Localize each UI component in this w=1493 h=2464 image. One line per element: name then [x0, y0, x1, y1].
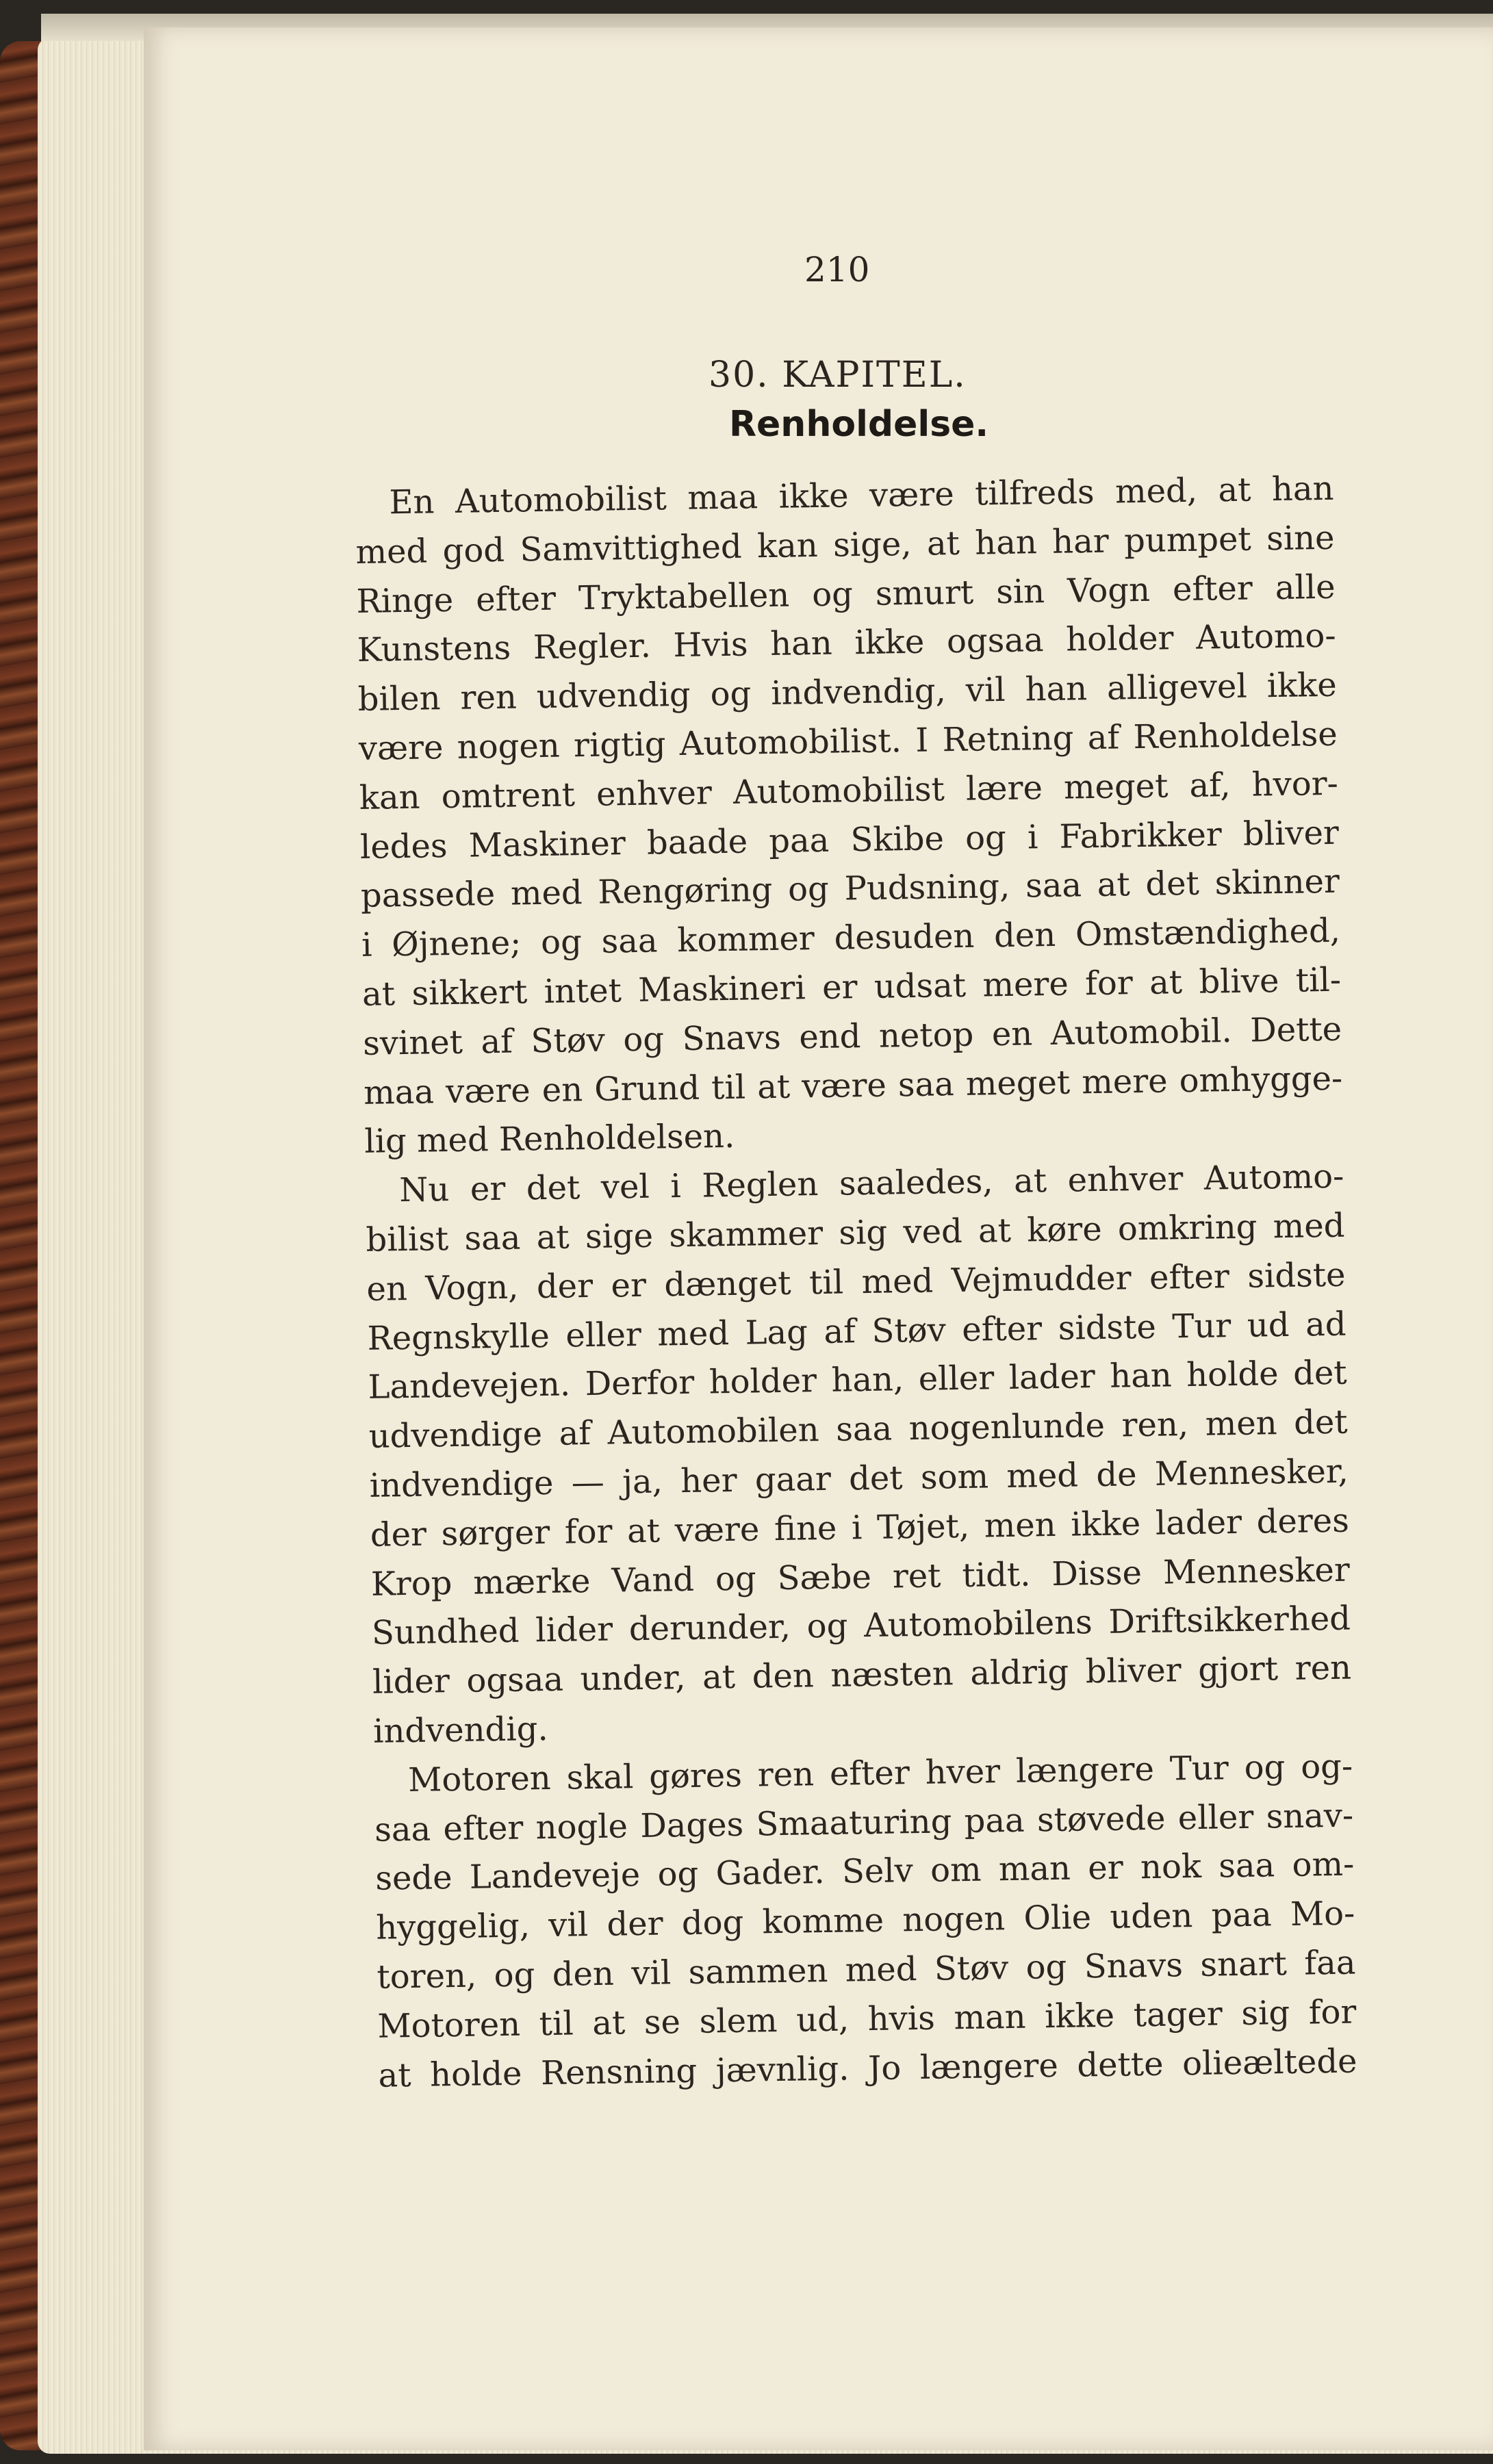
text-line: passede med Rengøring og Pudsning, saa at det skinner: [360, 862, 1340, 916]
section-heading: Renholdelse.: [729, 404, 989, 445]
text-line: En Automobilist maa ikke være tilfreds med, at han: [389, 469, 1334, 522]
text-line: Sundhed lider derunder, og Automobilens Driftsikkerhed: [371, 1599, 1351, 1653]
text-line: maa være en Grund til at være saa meget mere omhygge-: [363, 1059, 1343, 1112]
text-line: saa efter nogle Dages Smaaturing paa støvede eller snav-: [374, 1796, 1354, 1849]
text-line: svinet af Støv og Snavs end netop en Automobil. Dette: [362, 1010, 1342, 1063]
text-line: indvendig.: [372, 1709, 549, 1751]
text-line: Nu er det vel i Reglen saaledes, at enhver Automo-: [399, 1157, 1344, 1210]
text-line: være nogen rigtig Automobilist. I Retning af Renholdelse: [358, 715, 1338, 768]
text-line: at holde Rensning jævnlig. Jo længere dette olieæltede: [378, 2042, 1357, 2095]
chapter-title: 30. KAPITEL.: [709, 355, 967, 396]
text-line: hyggelig, vil der dog komme nogen Olie uden paa Mo-: [375, 1894, 1355, 1947]
text-line: bilist saa at sige skammer sig ved at køre omkring med: [366, 1206, 1345, 1259]
text-line: Krop mærke Vand og Sæbe ret tidt. Disse Mennesker: [370, 1550, 1351, 1604]
text-line: bilen ren udvendig og indvendig, vil han alligevel ikke: [357, 665, 1338, 719]
text-line: sede Landeveje og Gader. Selv om man er nok saa om-: [374, 1845, 1355, 1899]
text-line: Kunstens Regler. Hvis han ikke ogsaa holder Automo-: [357, 617, 1336, 670]
page-number: 210: [804, 250, 870, 290]
text-line: en Vogn, der er dænget til med Vejmudder efter sidste: [366, 1255, 1346, 1309]
text-line: Motoren til at se slem ud, hvis man ikke tager sig for: [377, 1992, 1357, 2046]
text-line: lider ogsaa under, at den næsten aldrig bliver gjort ren: [372, 1648, 1352, 1702]
text-line: udvendige af Automobilen saa nogenlunde ren, men det: [368, 1402, 1349, 1456]
text-line: Regnskylle eller med Lag af Støv efter sidste Tur ud ad: [367, 1305, 1347, 1358]
text-line: i Øjnene; og saa kommer desuden den Omstændighed,: [361, 911, 1341, 965]
text-line: kan omtrent enhver Automobilist lære meget af, hvor-: [359, 764, 1339, 817]
text-line: Motoren skal gøres ren efter hver længere Tur og og-: [407, 1747, 1353, 1799]
text-line: ledes Maskiner baade paa Skibe og i Fabrikker bliver: [359, 813, 1340, 867]
text-line: indvendige — ja, her gaar det som med de Mennesker,: [369, 1452, 1349, 1505]
text-line: der sørger for at være fine i Tøjet, men ikke lader deres: [370, 1501, 1350, 1554]
text-line: lig med Renholdelsen.: [363, 1117, 735, 1162]
text-line: med god Samvittighed kan sige, at han har pumpet sine: [355, 518, 1335, 572]
text-line: at sikkert intet Maskineri er udsat mere for at blive til-: [361, 960, 1342, 1014]
text-line: Landevejen. Derfor holder han, eller lader han holde det: [368, 1353, 1347, 1407]
body-text: [355, 465, 1357, 2101]
text-line: Ringe efter Tryktabellen og smurt sin Vogn efter alle: [356, 567, 1336, 621]
text-line: toren, og den vil sammen med Støv og Snavs snart faa: [377, 1943, 1356, 1997]
